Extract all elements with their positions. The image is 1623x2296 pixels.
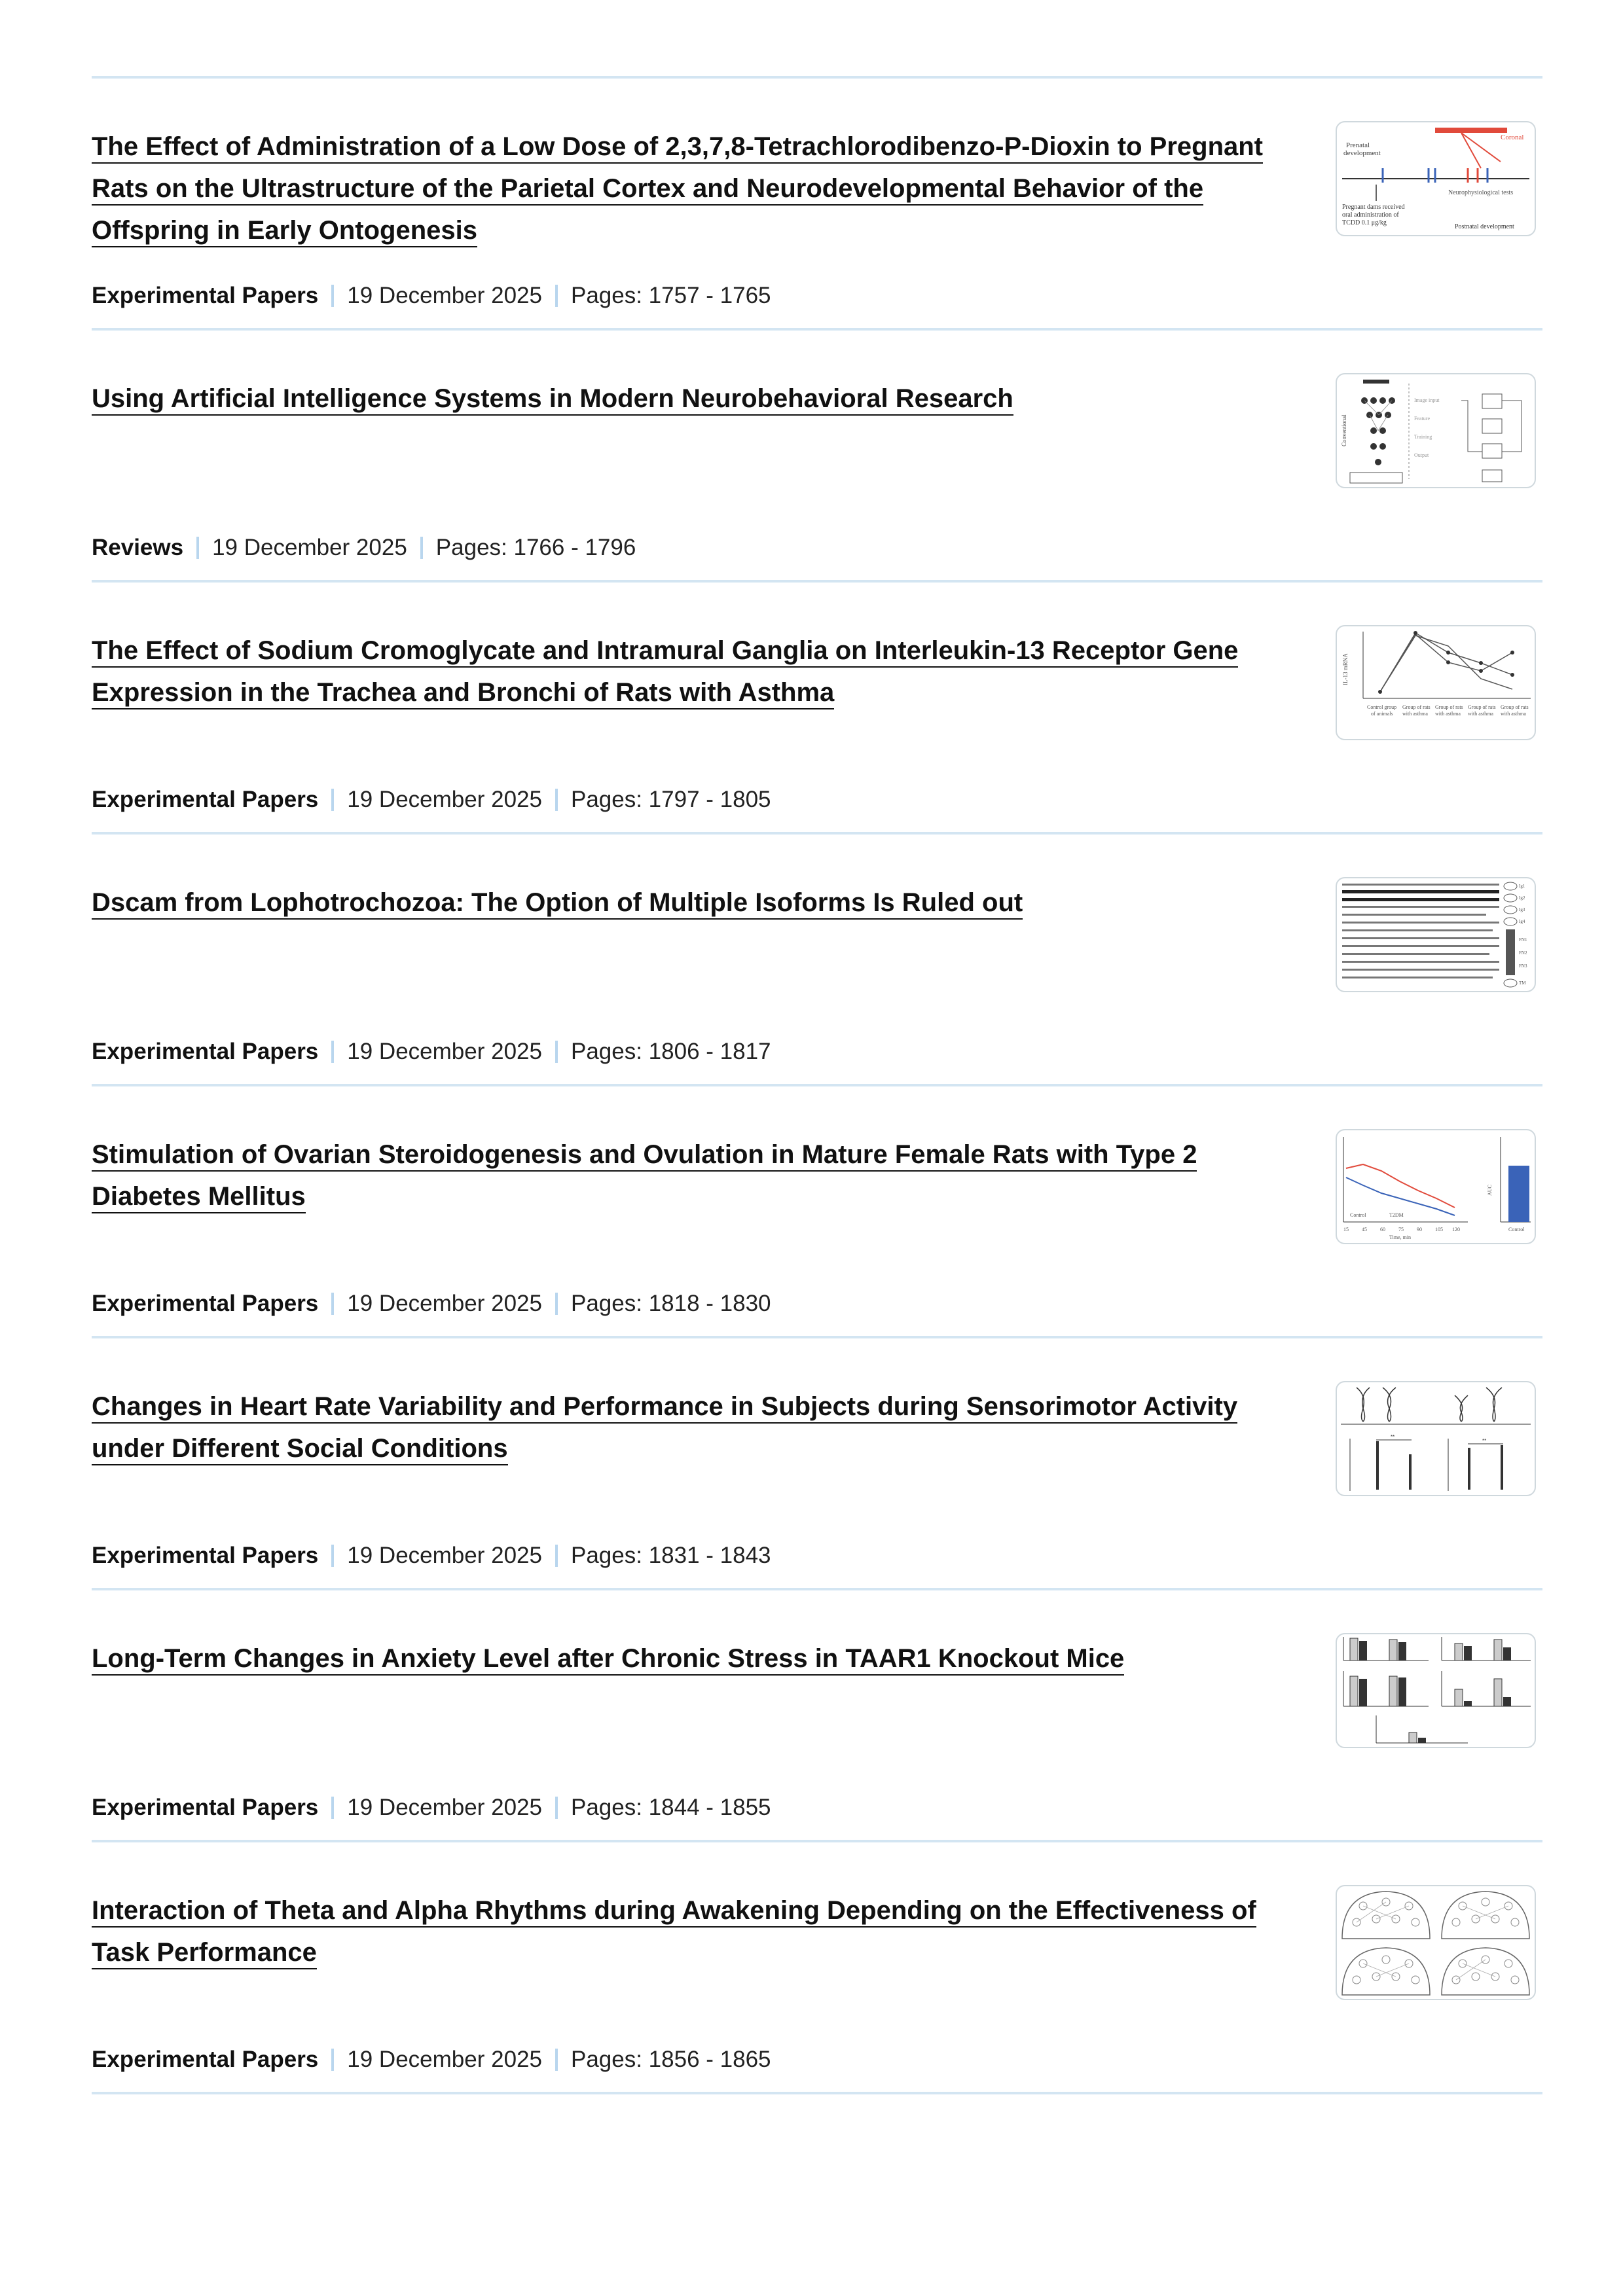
article-pages: Pages: 1806 - 1817 [570,1039,771,1064]
article-meta [92,1039,771,1065]
article-date: 19 December 2025 [347,1543,542,1568]
svg-text:with asthma: with asthma [1501,711,1526,717]
article-category[interactable]: Experimental Papers [92,283,319,308]
neural-network-diagram-thumbnail[interactable] [1336,373,1536,488]
svg-text:Prenatal: Prenatal [1346,141,1370,149]
article-pages: Pages: 1797 - 1805 [570,787,771,812]
article-item [92,834,1542,1084]
svg-text:development: development [1343,149,1381,157]
svg-text:Ig3: Ig3 [1519,907,1525,912]
svg-text:with asthma: with asthma [1402,711,1428,717]
svg-text:Group of rats: Group of rats [1468,704,1496,710]
article-meta [92,283,771,309]
article-date: 19 December 2025 [347,1039,542,1064]
meta-separator [331,1293,334,1315]
article-title [92,882,1296,924]
svg-text:Group of rats: Group of rats [1501,704,1529,710]
article-title [92,630,1296,713]
meta-separator [196,537,199,559]
meta-separator [555,2049,558,2071]
svg-text:FN3: FN3 [1519,963,1527,969]
sequence-alignment-thumbnail[interactable] [1336,877,1536,992]
article-date: 19 December 2025 [212,535,407,560]
bar-charts-thumbnail[interactable] [1336,1633,1536,1748]
svg-text:Ig1: Ig1 [1519,884,1525,889]
article-category[interactable]: Experimental Papers [92,1291,319,1316]
svg-text:Training: Training [1414,434,1432,440]
article-title-link[interactable]: The Effect of Administration of a Low Dose of 2,3,7,8-Tetrachlorodibenzo-P-Dioxin to Pregnant Rats on the Ultrastructure of the Parietal Cortex and Neurodevelopmental Behavior of the Offspring in Early Ontogenesis [92,132,1263,247]
svg-text:60: 60 [1380,1227,1385,1232]
article-date: 19 December 2025 [347,787,542,812]
meta-separator [331,1545,334,1567]
article-title-link[interactable]: Long-Term Changes in Anxiety Level after Chronic Stress in TAAR1 Knockout Mice [92,1644,1124,1676]
article-title-link[interactable]: Stimulation of Ovarian Steroidogenesis and Ovulation in Mature Female Rats with Type 2 Diabetes Mellitus [92,1140,1197,1213]
meta-separator [331,2049,334,2071]
svg-text:Output: Output [1414,452,1429,458]
meta-separator [331,789,334,811]
article-date: 19 December 2025 [347,2047,542,2072]
svg-text:Coronal: Coronal [1501,134,1524,141]
svg-text:Neurophysiological tests: Neurophysiological tests [1448,189,1514,196]
svg-text:Group of rats: Group of rats [1402,704,1431,710]
meta-separator [420,537,423,559]
article-title-link[interactable]: Using Artificial Intelligence Systems in Modern Neurobehavioral Research [92,384,1013,416]
article-item [92,79,1542,328]
article-date: 19 December 2025 [347,1795,542,1820]
svg-text:of animals: of animals [1371,711,1393,717]
meta-separator [555,1545,558,1567]
article-item [92,1590,1542,1840]
svg-text:FN1: FN1 [1519,937,1527,942]
svg-text:TM: TM [1519,980,1526,986]
line-chart-thumbnail[interactable] [1336,625,1536,740]
svg-text:45: 45 [1362,1227,1367,1232]
meta-separator [331,285,334,307]
meta-separator [555,285,558,307]
svg-text:Control group: Control group [1367,704,1397,710]
article-title-link[interactable]: Interaction of Theta and Alpha Rhythms during Awakening Depending on the Effectiveness of Task Performance [92,1896,1256,1969]
meta-separator [331,1797,334,1819]
article-pages: Pages: 1818 - 1830 [570,1291,771,1316]
article-meta [92,1291,771,1317]
svg-text:Feature: Feature [1414,416,1430,422]
article-item [92,1086,1542,1336]
svg-text:Ig2: Ig2 [1519,895,1525,901]
timeline-figure-thumbnail[interactable] [1336,121,1536,236]
svg-text:Conventional: Conventional [1341,414,1347,446]
article-meta [92,1543,771,1569]
article-title-link[interactable]: The Effect of Sodium Cromoglycate and Intramural Ganglia on Interleukin-13 Receptor Gene Expression in the Trachea and Bronchi of Rats with Asthma [92,636,1238,709]
article-title-link[interactable]: Changes in Heart Rate Variability and Performance in Subjects during Sensorimotor Activity under Different Social Conditions [92,1392,1237,1465]
article-date: 19 December 2025 [347,283,542,308]
svg-text:Group of rats: Group of rats [1435,704,1463,710]
article-pages: Pages: 1757 - 1765 [570,283,771,308]
svg-text:T2DM: T2DM [1389,1212,1404,1218]
article-title [92,1386,1296,1469]
article-date: 19 December 2025 [347,1291,542,1316]
article-pages: Pages: 1766 - 1796 [435,535,636,560]
svg-text:**: ** [1391,1434,1395,1440]
article-category[interactable]: Reviews [92,535,184,560]
article-pages: Pages: 1831 - 1843 [570,1543,771,1568]
article-meta [92,535,636,561]
svg-text:75: 75 [1398,1227,1404,1232]
svg-text:TCDD 0.1 μg/kg: TCDD 0.1 μg/kg [1342,219,1387,226]
meta-separator [331,1041,334,1063]
divider [92,2092,1542,2094]
svg-text:Pregnant dams received: Pregnant dams received [1342,204,1405,211]
svg-text:105: 105 [1435,1227,1443,1232]
article-category[interactable]: Experimental Papers [92,1543,319,1568]
article-title [92,378,1296,420]
article-meta [92,1795,771,1821]
article-category[interactable]: Experimental Papers [92,1795,319,1820]
article-title [92,1134,1296,1217]
eeg-head-maps-thumbnail[interactable] [1336,1885,1536,2000]
violin-plot-thumbnail[interactable] [1336,1381,1536,1496]
article-title-link[interactable]: Dscam from Lophotrochozoa: The Option of Multiple Isoforms Is Ruled out [92,888,1023,920]
meta-separator [555,789,558,811]
line-and-bar-chart-thumbnail[interactable] [1336,1129,1536,1244]
article-pages: Pages: 1856 - 1865 [570,2047,771,2072]
article-title [92,126,1296,251]
article-meta [92,787,771,813]
svg-text:**: ** [1482,1438,1487,1444]
article-meta [92,2047,771,2073]
article-pages: Pages: 1844 - 1855 [570,1795,771,1820]
meta-separator [555,1041,558,1063]
svg-text:with asthma: with asthma [1468,711,1493,717]
svg-text:15: 15 [1343,1227,1349,1232]
svg-text:with asthma: with asthma [1435,711,1461,717]
svg-text:120: 120 [1452,1227,1460,1232]
svg-text:FN2: FN2 [1519,950,1527,956]
article-item [92,331,1542,580]
svg-text:Ig4: Ig4 [1519,919,1525,924]
meta-separator [555,1797,558,1819]
svg-text:90: 90 [1417,1227,1422,1232]
article-title [92,1890,1296,1973]
article-item [92,1842,1542,2092]
svg-text:Control: Control [1350,1212,1366,1218]
svg-text:Control: Control [1508,1227,1525,1232]
svg-text:Image input: Image input [1414,397,1440,403]
svg-text:AUC: AUC [1487,1185,1493,1196]
svg-text:Time, min: Time, min [1389,1234,1412,1240]
article-category[interactable]: Experimental Papers [92,2047,319,2072]
article-list [92,76,1542,2094]
svg-text:Postnatal development: Postnatal development [1455,223,1514,230]
article-category[interactable]: Experimental Papers [92,1039,319,1064]
meta-separator [555,1293,558,1315]
svg-text:oral administration of: oral administration of [1342,211,1399,219]
article-item [92,1338,1542,1588]
article-title [92,1638,1296,1679]
article-category[interactable]: Experimental Papers [92,787,319,812]
article-item [92,583,1542,832]
svg-text:IL-13 mRNA: IL-13 mRNA [1342,653,1349,685]
